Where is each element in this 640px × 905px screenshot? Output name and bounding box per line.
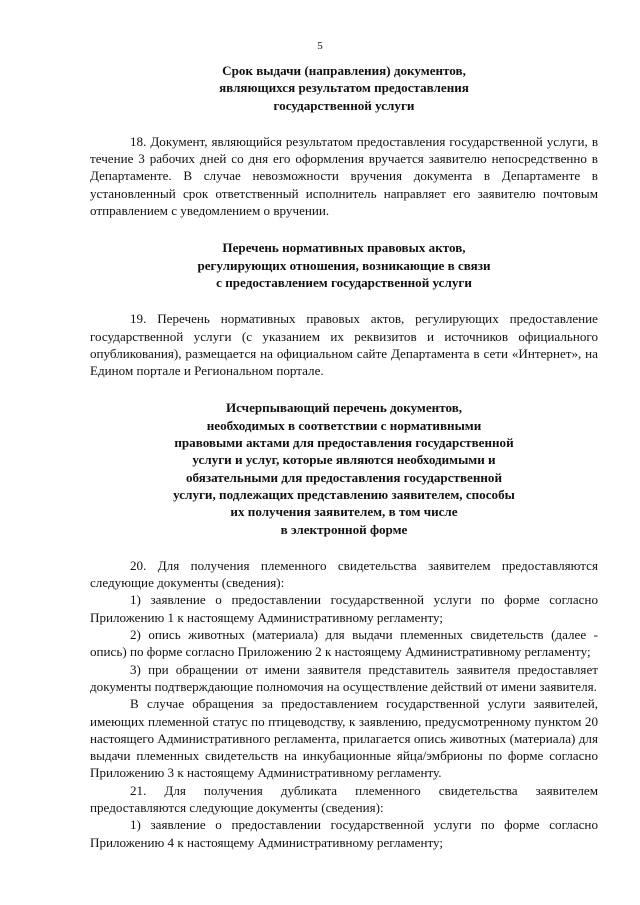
paragraph-18: 18. Документ, являющийся результатом предоставления государственной услуги, в течение 3 рабочих дней со дня его оформления вручается заявителю непосредственно в Департаменте. В случае невозможности вручения документа в Департаменте в установленный срок ответственный исполнитель направляет его заявителю почтовым отправлением с уведомлением о вручении.	[90, 133, 598, 219]
heading-line: услуги и услуг, которые являются необходимыми и	[192, 452, 496, 468]
heading-line: правовыми актами для предоставления государственной	[174, 435, 514, 451]
page-number: 5	[317, 40, 323, 52]
section-heading-issue-deadline	[90, 62, 598, 114]
heading-line: услуги, подлежащих представлению заявителем, способы	[173, 486, 515, 502]
list-item-20-3: 3) при обращении от имени заявителя представитель заявителя предоставляет документы подтверждающие полномочия на осуществление действий от имени заявителя.	[90, 661, 598, 694]
heading-line: в электронной форме	[280, 521, 408, 537]
heading-line: Исчерпывающий перечень документов,	[225, 400, 463, 416]
list-item-20-2: 2) опись животных (материала) для выдачи племенных свидетельств (далее - опись) по форме согласно Приложению 2 к настоящему Административному регламенту;	[90, 627, 598, 660]
list-item-20-1: 1) заявление о предоставлении государственной услуги по форме согласно Приложению 1 к настоящему Административному регламенту;	[90, 592, 598, 625]
paragraph-poultry-note: В случае обращения за предоставлением государственной услуги заявителей, имеющих племенной статус по птицеводству, к заявлению, предусмотренному пунктом 20 настоящего Административного регламента, прилагается опись животных (материала) для выдачи племенных свидетельств на инкубационные яйца/эмбрионы по форме согласно Приложению 3 к настоящему Административному регламенту.	[90, 696, 598, 781]
heading-line: обязательными для предоставления государственной	[185, 469, 503, 485]
heading-line: государственной услуги	[273, 97, 415, 113]
heading-line: регулирующих отношения, возникающие в связи	[197, 257, 491, 273]
heading-line: являющихся результатом предоставления	[219, 80, 469, 96]
paragraph-19: 19. Перечень нормативных правовых актов, регулирующих предоставление государственной услуги (с указанием их реквизитов и источников официального опубликования), размещается на официальном сайте Департамента в сети «Интернет», на Едином портале и Региональном портале.	[90, 311, 598, 379]
heading-line: Срок выдачи (направления) документов,	[222, 63, 466, 78]
paragraph-20: 20. Для получения племенного свидетельства заявителем предоставляются следующие документы (сведения):	[90, 557, 598, 591]
section-heading-required-documents	[90, 399, 598, 537]
paragraph-21: 21. Для получения дубликата племенного свидетельства заявителем предоставляются следующие документы (сведения):	[90, 782, 598, 815]
list-item-21-1: 1) заявление о предоставлении государственной услуги по форме согласно Приложению 4 к настоящему Административному регламенту;	[90, 817, 598, 850]
heading-line: с предоставлением государственной услуги	[216, 274, 472, 290]
section-heading-legal-acts	[90, 239, 598, 291]
heading-line: необходимых в соответствии с нормативными	[206, 417, 482, 433]
heading-line: их получения заявителем, в том числе	[230, 504, 458, 520]
heading-line: Перечень нормативных правовых актов,	[222, 240, 466, 256]
document-body	[90, 62, 598, 851]
